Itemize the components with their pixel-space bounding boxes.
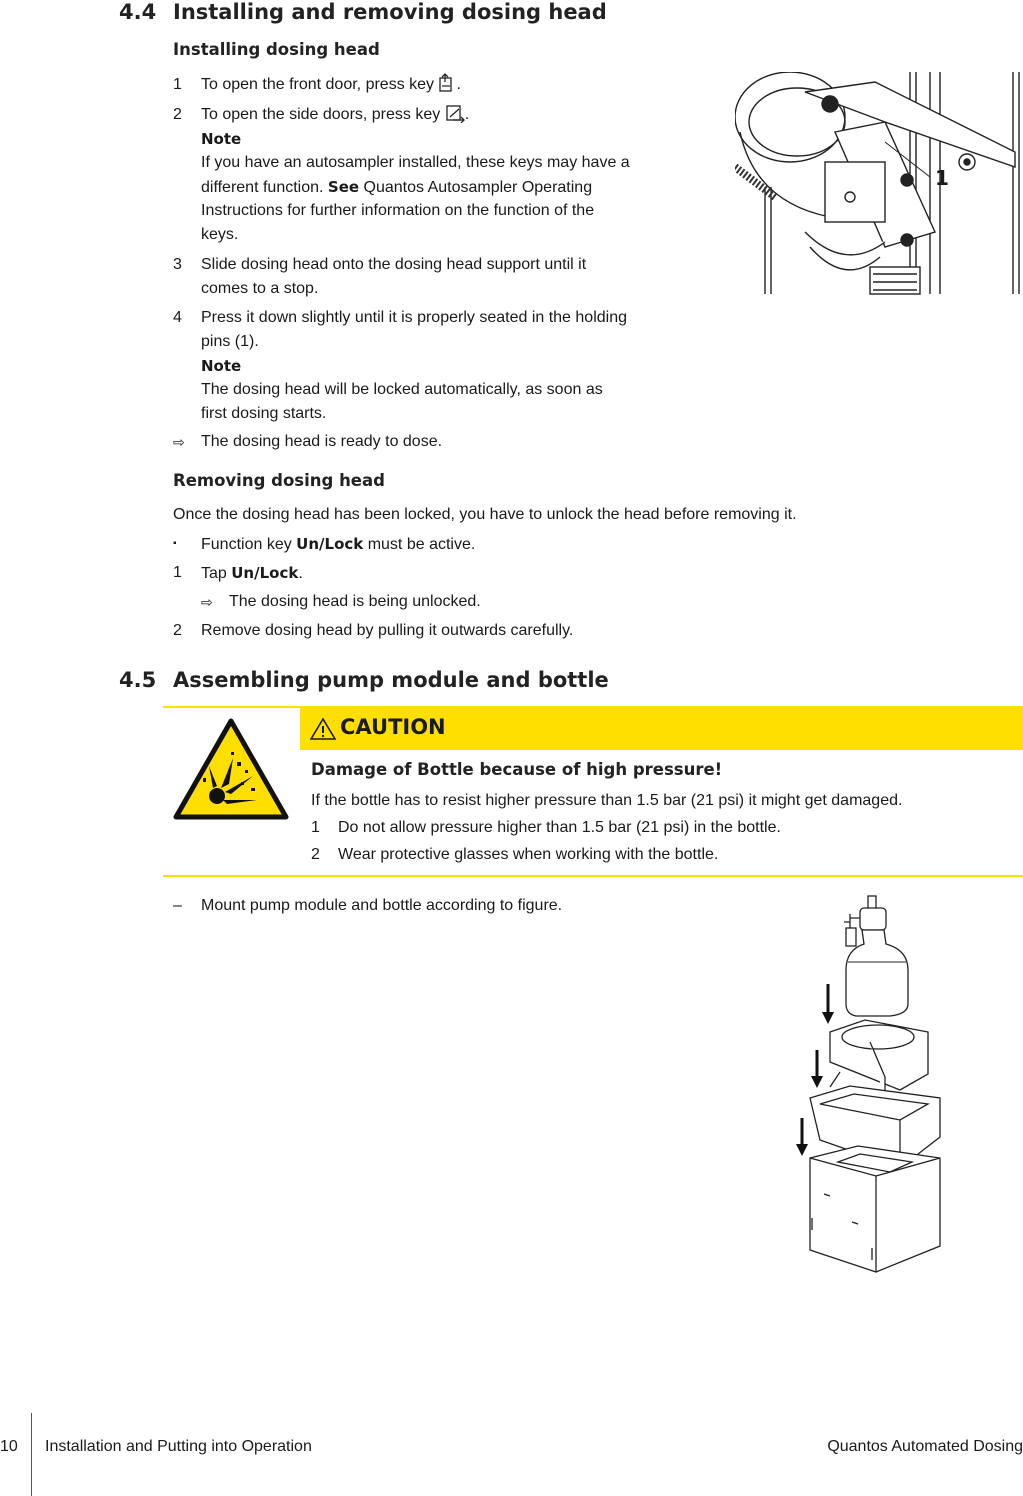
step-number: 1	[173, 564, 182, 581]
step-number: 4	[173, 309, 182, 326]
result-text: The dosing head is ready to dose.	[201, 433, 443, 450]
caution-banner	[300, 707, 1023, 750]
bullet-icon: ▪	[173, 538, 177, 549]
footer-product-name: Quantos Automated Dosing	[827, 1438, 1023, 1455]
side-door-key-icon	[445, 103, 465, 123]
note-text: Instructions for further information on the function of the	[201, 202, 595, 219]
step-text: pins (1).	[201, 333, 259, 350]
section-number: 4.5	[119, 668, 157, 692]
warning-triangle-icon	[310, 718, 336, 740]
note-text: keys.	[201, 226, 239, 243]
note-label: Note	[201, 357, 242, 375]
dash-marker: –	[173, 897, 182, 914]
section-4-4-heading	[119, 0, 719, 28]
note-text: If you have an autosampler installed, these keys may have a	[201, 154, 630, 171]
step-number: 2	[173, 622, 182, 639]
removing-intro: Once the dosing head has been locked, you have to unlock the head before removing it.	[173, 506, 797, 523]
step-text: To open the front door, press key	[201, 76, 435, 93]
step-text: Remove dosing head by pulling it outwards carefully.	[201, 622, 574, 639]
dosing-head-illustration	[735, 72, 1023, 297]
result-text: The dosing head is being unlocked.	[229, 593, 481, 610]
front-door-key-icon	[438, 73, 456, 93]
step-number: 3	[173, 256, 182, 273]
step-text: Slide dosing head onto the dosing head support until it	[201, 256, 587, 273]
step-text: comes to a stop.	[201, 280, 319, 297]
step-number: 2	[173, 106, 182, 123]
caution-bottom-rule	[163, 875, 1023, 877]
note-text: first dosing starts.	[201, 405, 327, 422]
step-text: To open the side doors, press key	[201, 106, 441, 123]
section-number: 4.4	[119, 0, 157, 24]
subheading-removing: Removing dosing head	[173, 471, 385, 490]
pump-module-assembly-illustration	[790, 892, 950, 1274]
footer-section-title: Installation and Putting into Operation	[45, 1438, 312, 1455]
section-title: Installing and removing dosing head	[173, 0, 607, 24]
result-arrow-icon: ⇨	[173, 434, 185, 450]
note-text: different function. See Quantos Autosampler Operating	[201, 178, 593, 196]
result-arrow-icon: ⇨	[201, 594, 213, 610]
subheading-installing: Installing dosing head	[173, 40, 380, 59]
note-text: The dosing head will be locked automatically, as soon as	[201, 381, 603, 398]
caution-label: CAUTION	[340, 715, 446, 739]
explosive-hazard-icon	[173, 718, 289, 820]
step-text: Press it down slightly until it is properly seated in the holding	[201, 309, 627, 326]
caution-heading: Damage of Bottle because of high pressure!	[311, 760, 723, 779]
step-number: 1	[173, 76, 182, 93]
note-label: Note	[201, 130, 242, 148]
caution-text: If the bottle has to resist higher pressure than 1.5 bar (21 psi) it might get damaged.	[311, 792, 903, 809]
callout-number: 1	[935, 166, 949, 190]
footer-divider	[31, 1413, 32, 1496]
section-title: Assembling pump module and bottle	[173, 668, 609, 692]
section-4-5-heading	[119, 668, 719, 696]
page-number: 10	[0, 1438, 18, 1455]
